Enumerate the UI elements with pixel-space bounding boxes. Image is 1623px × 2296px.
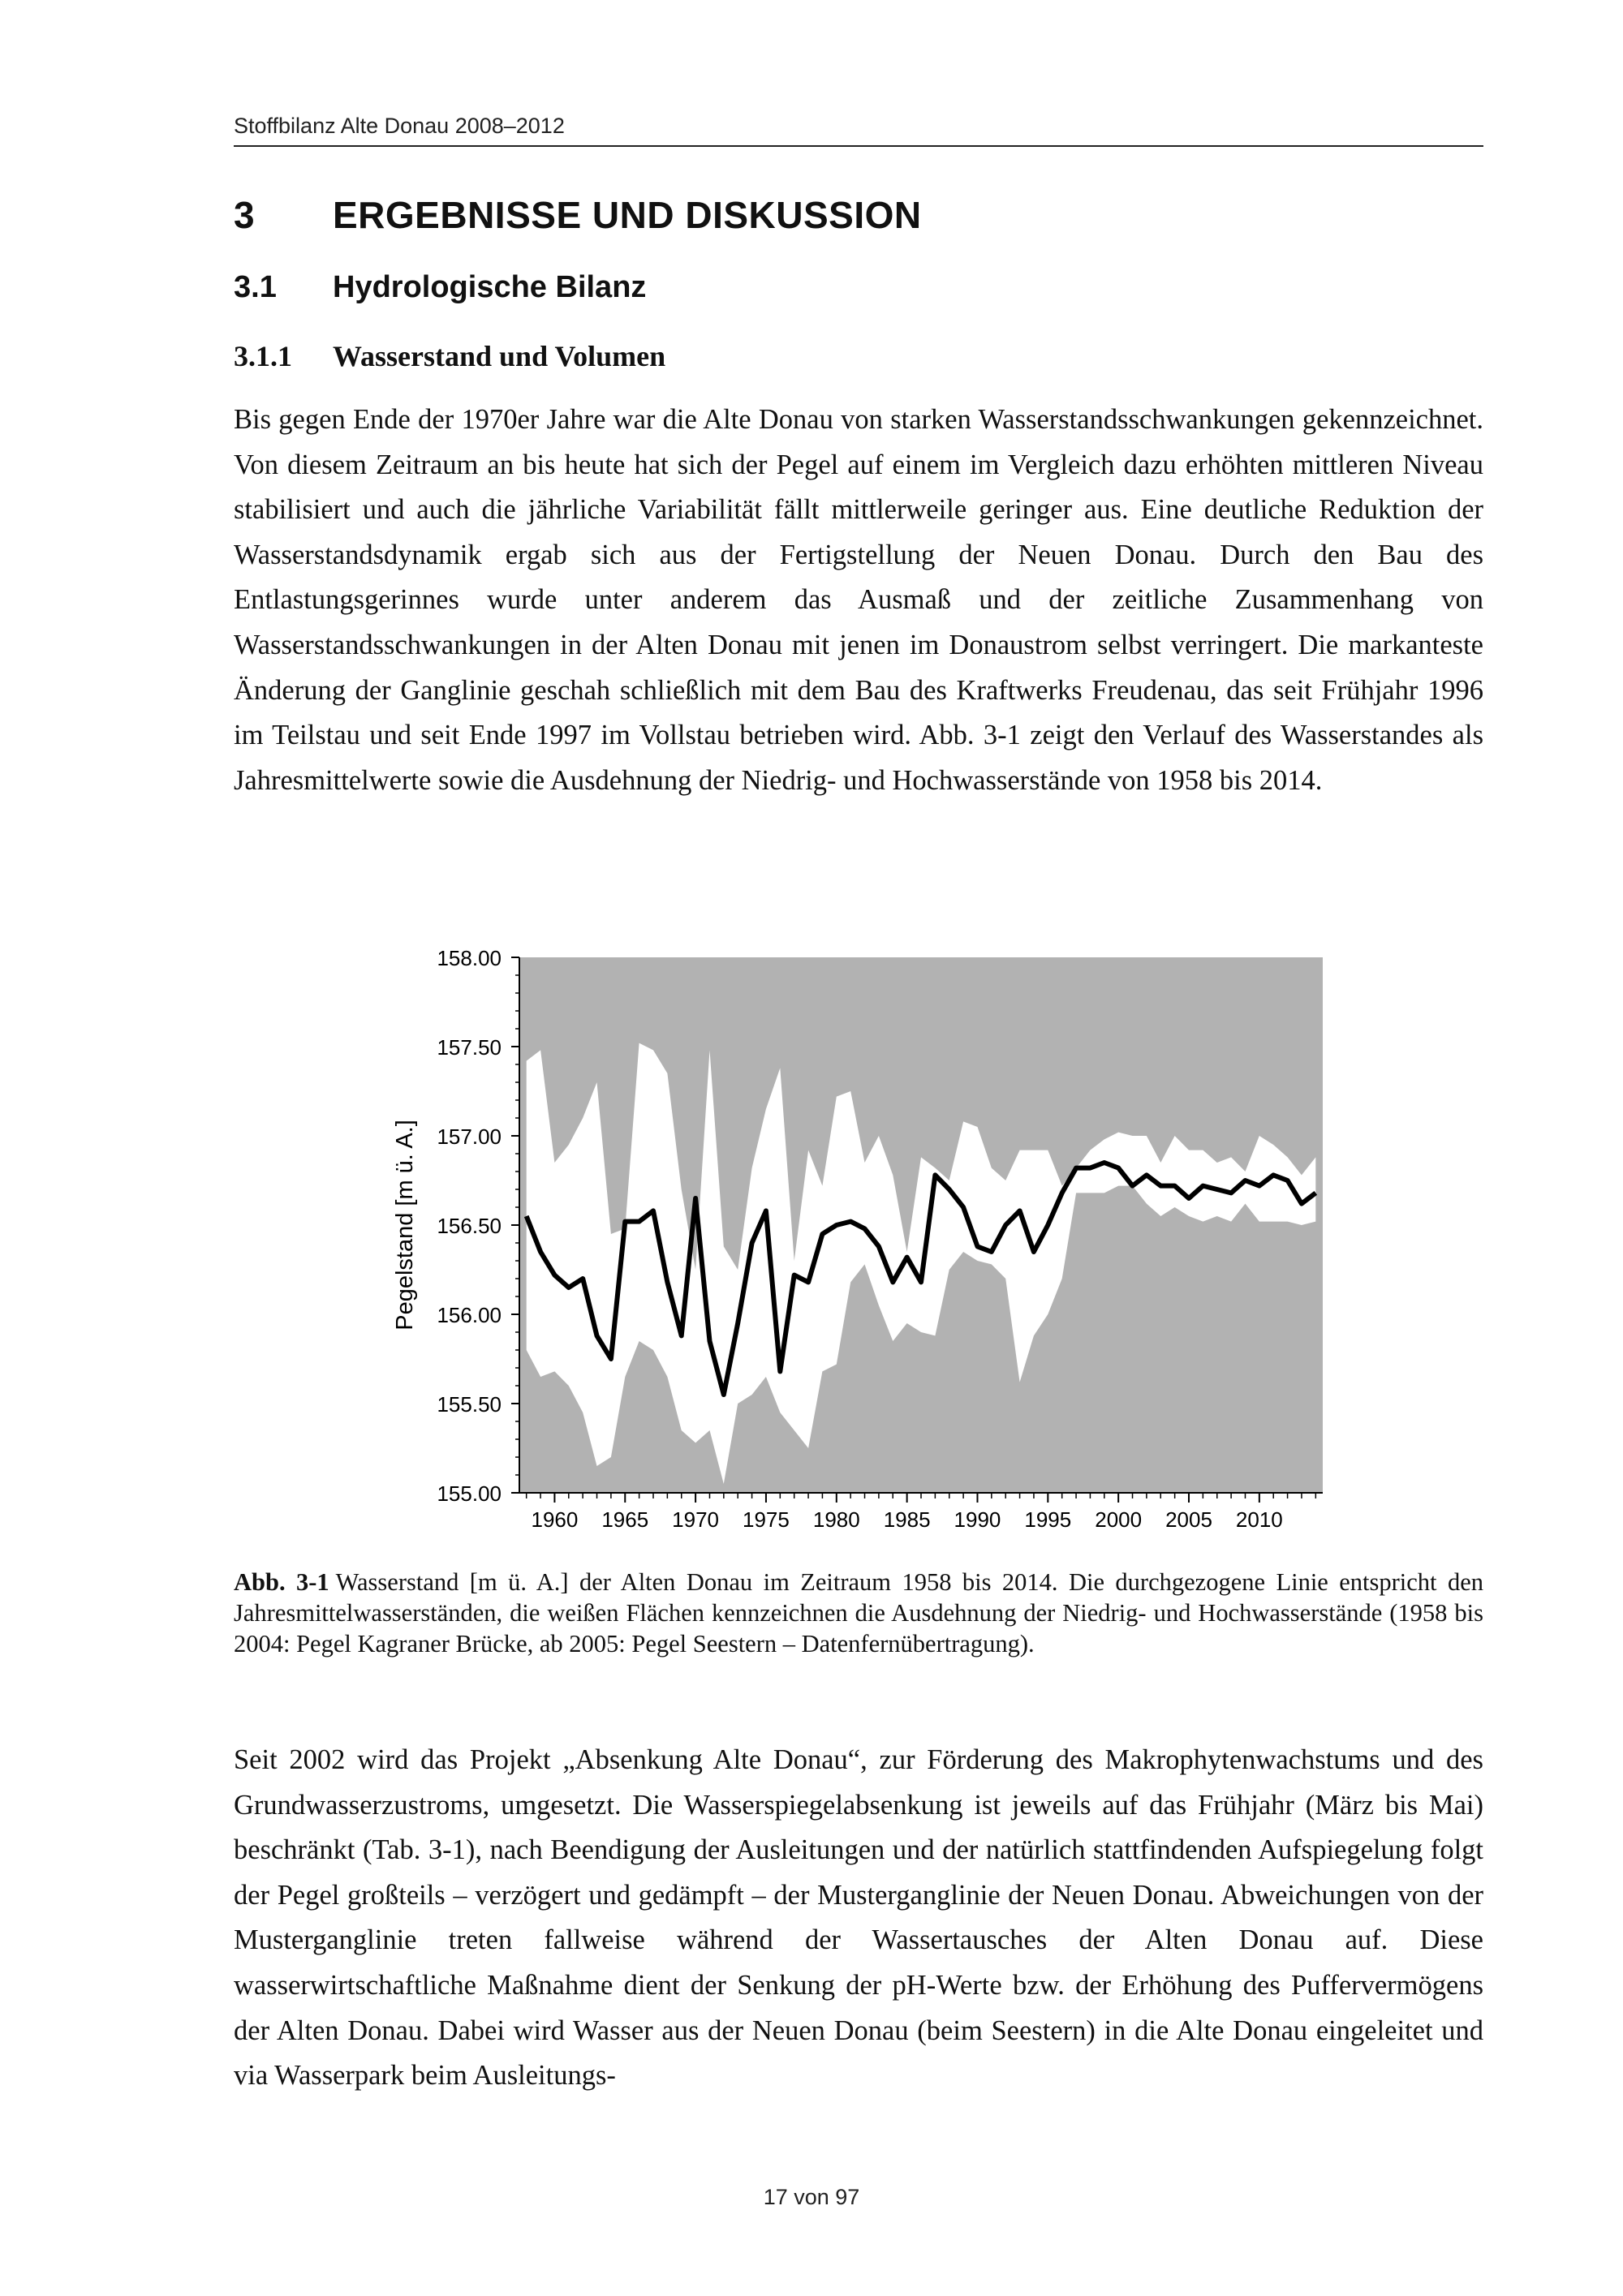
x-tick-label: 2010 [1235, 1507, 1283, 1532]
y-tick-label: 156.50 [437, 1214, 502, 1238]
x-tick-label: 1985 [883, 1507, 931, 1532]
x-ticks [527, 1493, 1316, 1532]
paragraph-1: Bis gegen Ende der 1970er Jahre war die Alte Donau von starken Wasserstandsschwankungen gekennzeichnet. Von diesem Zeitraum an bis heute hat sich der Pegel auf einem im Vergleich dazu erhöhten mittleren Niveau stabilisiert und auch die jährliche Variabilität fällt mittlerweile geringer aus. Eine deutliche Reduktion der Wasserstandsdynamik ergab sich aus der Fertigstellung der Neuen Donau. Durch den Bau des Entlastungsgerinnes wurde unter anderem das Ausmaß und der zeitliche Zusammenhang von Wasserstandsschwankungen in der Alten Donau mit jenen im Donaustrom selbst verringert. Die markanteste Änderung der Ganglinie geschah schließlich mit dem Bau des Kraftwerks Freudenau, das seit Frühjahr 1996 im Teilstau und seit Ende 1997 im Vollstau betrieben wird. Abb. 3-1 zeigt den Verlauf des Wasserstandes als Jahresmittelwerte sowie die Ausdehnung der Niedrig- und Hochwasserstände von 1958 bis 2014. [234, 404, 1483, 796]
subsubsection-number: 3.1.1 [234, 340, 292, 372]
section-heading [234, 193, 1483, 237]
paragraph-2: Seit 2002 wird das Projekt „Absenkung Alte Donau“, zur Förderung des Makrophytenwachstums und des Grundwasserzustroms, umgesetzt. Die Wasserspiegelabsenkung ist jeweils auf das Frühjahr (März bis Mai) beschränkt (Tab. 3-1), nach Beendigung der Ausleitungen und der natürlich stattfindenden Aufspiegelung folgt der Pegel großteils – verzögert und gedämpft – der Musterganglinie der Neuen Donau. Abweichungen von der Musterganglinie treten fallweise während der Wassertausches der Alten Donau auf. Diese wasserwirtschaftliche Maßnahme dient der Senkung der pH-Werte bzw. der Erhöhung des Puffervermögens der Alten Donau. Dabei wird Wasser aus der Neuen Donau (beim Seestern) in die Alte Donau eingeleitet und via Wasserpark beim Ausleitungs- [234, 1744, 1483, 2092]
water-level-chart [373, 933, 1347, 1550]
x-tick-label: 1965 [601, 1507, 649, 1532]
y-axis-label: Pegelstand [m ü. A.] [392, 1120, 418, 1331]
y-tick-label: 155.50 [437, 1392, 502, 1417]
caption-label: Abb. 3-1 [234, 1568, 329, 1596]
y-tick-label: 158.00 [437, 946, 502, 970]
x-tick-label: 1970 [672, 1507, 720, 1532]
x-tick-label: 1990 [954, 1507, 1001, 1532]
subsubsection-title: Wasserstand und Volumen [333, 340, 666, 372]
figure-3-1 [373, 933, 1347, 1550]
subsubsection-heading [234, 339, 1483, 373]
y-tick-label: 157.00 [437, 1124, 502, 1149]
section-title: ERGEBNISSE UND DISKUSSION [333, 194, 922, 236]
section-number: 3 [234, 194, 256, 236]
y-tick-label: 157.50 [437, 1035, 502, 1060]
page-number: 17 von 97 [763, 2185, 860, 2209]
x-tick-label: 2000 [1095, 1507, 1143, 1532]
x-tick-label: 1995 [1024, 1507, 1072, 1532]
subsection-heading [234, 270, 1483, 305]
x-tick-label: 1960 [531, 1507, 579, 1532]
y-ticks [437, 946, 519, 1506]
x-tick-label: 2005 [1165, 1507, 1212, 1532]
x-tick-label: 1980 [812, 1507, 860, 1532]
figure-caption [234, 1567, 1483, 1659]
subsection-number: 3.1 [234, 270, 277, 304]
y-tick-label: 155.00 [437, 1481, 502, 1506]
subsection-title: Hydrologische Bilanz [333, 270, 647, 304]
header-rule [234, 145, 1483, 147]
running-header: Stoffbilanz Alte Donau 2008–2012 [234, 114, 565, 138]
y-tick-label: 156.00 [437, 1303, 502, 1327]
x-tick-label: 1975 [743, 1507, 790, 1532]
caption-text: Wasserstand [m ü. A.] der Alten Donau im Zeitraum 1958 bis 2014. Die durchgezogene Linie entspricht den Jahresmittelwasserständen, die weißen Flächen kennzeichnen die Ausdehnung der Niedrig- und Hochwasserstände (1958 bis 2004: Pegel Kagraner Brücke, ab 2005: Pegel Seestern – Datenfernübertragung). [234, 1568, 1484, 1658]
